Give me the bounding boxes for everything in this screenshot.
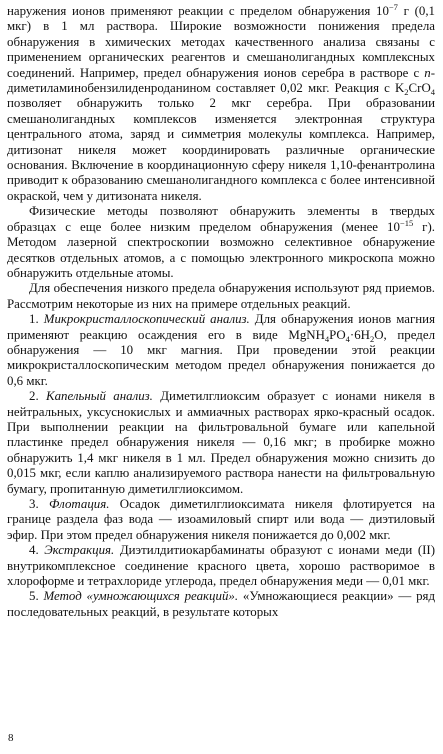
subscript: 4 (430, 87, 435, 98)
page-text (7, 4, 435, 620)
subscript: 2 (369, 333, 375, 344)
item-number: 5. (29, 589, 44, 604)
text-run: O, предел обнаружения — 10 мкг магния. При проведении этой реакции микрокристаллоскопическим методом предел обнаружения понижается до 0,6 мкг. (7, 327, 435, 388)
text-run: Осадок диметилглиоксимата никеля флотируется на границе раздела фаз вода — изоамиловый спирт или вода — диэтиловый эфир. При этом предел обнаружения никеля понижается до 0,002 мкг. (7, 497, 435, 542)
paragraph-physical-methods (7, 204, 435, 281)
paragraph-techniques-intro: Для обеспечения низкого предела обнаружения используют ряд приемов. Рассмотрим некоторые из них на примере отдельных реакций. (7, 281, 435, 311)
item-number: 4. (29, 543, 45, 558)
text-run: Диэтилдитиокарбаминаты образуют с ионами меди (II) внутрикомплексное соединение красного цвета, хорошо растворимое в хлороформе и тетрахлориде углерода, предел обнаружения меди — 0,01 мкг. (7, 543, 436, 589)
subscript: 4 (345, 333, 350, 344)
text-run: PO (329, 327, 346, 342)
item-title: Микрокристаллоскопический анализ. (43, 312, 250, 327)
text-run: позволяет обнаружить только 2 мкг серебра. При образовании смешанолигандных комплексов изменяется электронная структура центрального атома, заряд и симметрия молекулы комплекса. Например, дитизонат никеля может координировать различные органические основания. Включение в координационную сферу никеля 1,10-фенантролина приводит к образованию смешанолигандного комплекса с более интенсивной окраской, чем у дитизоната никеля. (7, 96, 435, 203)
list-item-flotation (7, 497, 435, 543)
item-title: Метод «умножающихся реакций». (43, 589, 239, 604)
item-number: 2. (29, 389, 47, 404)
text-run: г). Методом лазерной спектроскопии возможно селективное обнаружение десятков отдельных атомов, а с помощью электронного микроскопа можно обнаружить отдельные атомы. (7, 219, 435, 280)
item-number: 1. (29, 312, 44, 327)
item-title: Экстракция. (44, 543, 115, 558)
text-run: «Умножающиеся реакции» — ряд последовательных реакций, в результате которых (7, 589, 436, 619)
item-title: Капельный анализ. (46, 389, 153, 404)
page-number: 8 (8, 732, 14, 744)
item-title: Флотация. (49, 497, 110, 511)
text-run: Диметилглиоксим образует с ионами никеля в нейтральных, уксуснокислых и аммиачных растворах ярко-красный осадок. При выполнении реакции на фильтровальной бумаге или капельной пластинке предел обнаружения никеля — 0,16 мкг; в пробирке можно обнаружить 1,4 мкг никеля в 1 мл. Предел обнаружения можно снизить до 0,015 мкг, если каплю анализируемого раствора нанести на фильтровальную бумагу, пропитанную диметилглиоксимом. (7, 389, 435, 496)
list-item-drop-analysis (7, 389, 435, 497)
text-run: наружения ионов применяют реакции с пределом обнаружения 10 (7, 4, 389, 18)
list-item-extraction (7, 543, 435, 589)
list-item-microcrystalloscopic (7, 312, 435, 389)
paragraph-organic-reagents (7, 4, 435, 204)
exponent: −15 (399, 217, 414, 228)
text-run: Физические методы позволяют обнаружить элементы в твердых образцах с еще более низким пределом обнаружения (менее 10 (7, 204, 435, 234)
italic-prefix: n (424, 65, 431, 80)
text-run: CrO (408, 81, 431, 96)
subscript: 2 (404, 87, 409, 98)
exponent: −7 (388, 2, 398, 12)
text-run: г (0,1 мкг) в 1 мл раствора. Широкие возможности понижения предела обнаружения в химических методах качественного анализа связаны с применением органических реагентов и смешанолигандных комплексных соединений. Например, предел обнаружения ионов серебра в растворе с (7, 4, 435, 80)
text-run: Для обнаружения ионов магния применяют реакцию осаждения его в виде MgNH (7, 312, 435, 342)
list-item-multiplying-reactions (7, 589, 435, 620)
text-run: -диметиламинобензилиденроданином составляет 0,02 мкг. Реакция с K (7, 65, 435, 96)
item-number: 3. (29, 497, 50, 511)
text-run: ·6H (349, 327, 370, 342)
subscript: 4 (324, 333, 330, 344)
